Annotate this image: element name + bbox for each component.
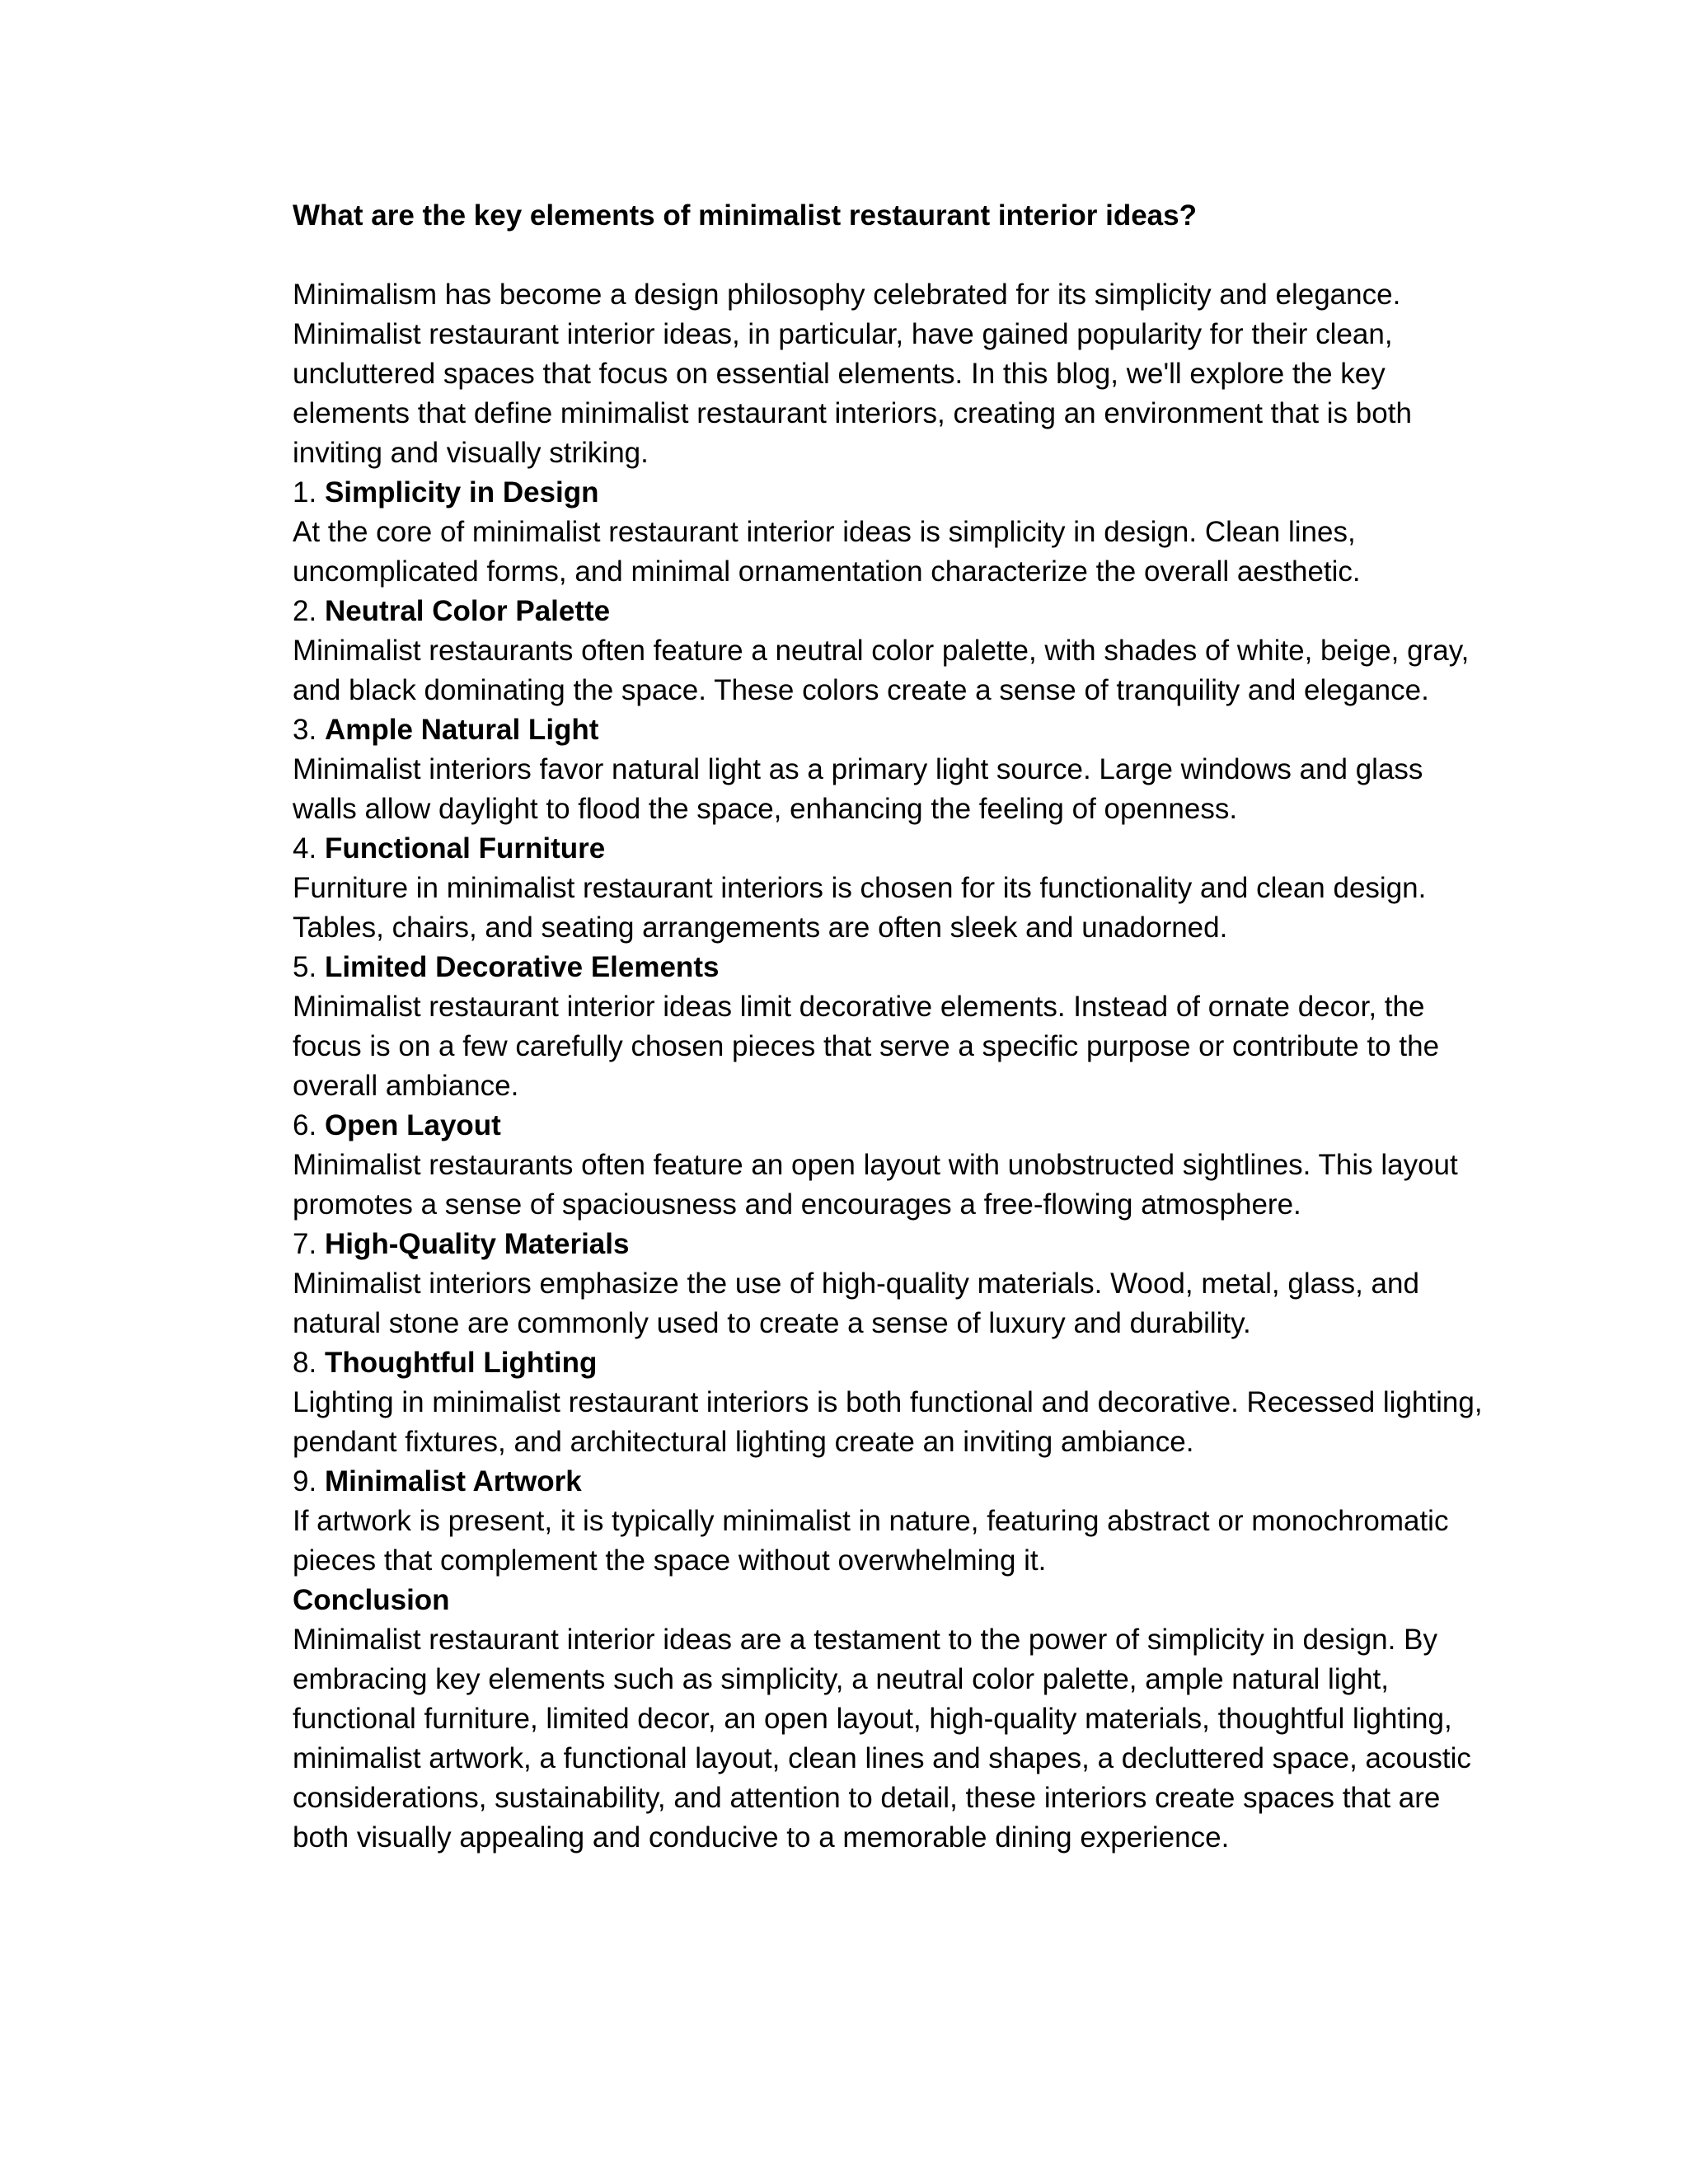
list-item (293, 829, 1488, 948)
list-item (293, 1343, 1488, 1462)
item-title: Functional Furniture (324, 832, 606, 865)
item-title: Limited Decorative Elements (324, 951, 720, 983)
document-page (293, 196, 1488, 1858)
conclusion-paragraph: Minimalist restaurant interior ideas are a testament to the power of simplicity in design. By embracing key elements such as simplicity, a neutral color palette, ample natural light, functional furniture, limited decor, an open layout, high-quality materials, thoughtful lighting, minimalist artwork, a functional layout, clean lines and shapes, a decluttered space, acoustic considerations, sustainability, and attention to detail, these interiors create spaces that are both visually appealing and conducive to a memorable dining experience. (293, 1624, 1471, 1854)
item-heading (293, 1106, 1488, 1146)
item-number: 9. (293, 1465, 317, 1497)
item-title: Open Layout (324, 1109, 501, 1141)
item-number: 2. (293, 595, 317, 627)
item-body: Furniture in minimalist restaurant interiors is chosen for its functionality and clean design. Tables, chairs, and seating arrangements are often sleek and unadorned. (293, 872, 1427, 944)
item-heading (293, 473, 1488, 513)
item-number: 5. (293, 951, 317, 983)
item-title: Simplicity in Design (324, 476, 599, 509)
item-title: High-Quality Materials (324, 1228, 630, 1260)
item-heading (293, 1462, 1488, 1502)
item-title: Thoughtful Lighting (324, 1347, 598, 1379)
item-body: If artwork is present, it is typically minimalist in nature, featuring abstract or monochromatic pieces that complement the space without overwhelming it. (293, 1505, 1449, 1577)
item-title: Ample Natural Light (324, 714, 599, 746)
list-item (293, 710, 1488, 829)
item-number: 6. (293, 1109, 317, 1141)
item-title: Neutral Color Palette (324, 595, 611, 627)
item-heading (293, 592, 1488, 631)
item-title: Minimalist Artwork (324, 1465, 582, 1497)
item-body: Minimalist restaurants often feature a neutral color palette, with shades of white, beige, gray, and black dominating the space. These colors create a sense of tranquility and elegance. (293, 635, 1470, 706)
item-body: At the core of minimalist restaurant interior ideas is simplicity in design. Clean lines, uncomplicated forms, and minimal ornamentation characterize the overall aesthetic. (293, 516, 1361, 588)
item-body: Minimalist restaurants often feature an open layout with unobstructed sightlines. This layout promotes a sense of spaciousness and encourages a free-flowing atmosphere. (293, 1149, 1458, 1221)
item-body: Lighting in minimalist restaurant interiors is both functional and decorative. Recessed lighting, pendant fixtures, and architectural lighting create an inviting ambiance. (293, 1386, 1483, 1458)
item-heading (293, 948, 1488, 987)
item-number: 4. (293, 832, 317, 865)
item-heading (293, 829, 1488, 869)
item-number: 1. (293, 476, 317, 509)
item-number: 7. (293, 1228, 317, 1260)
item-body: Minimalist interiors favor natural light as a primary light source. Large windows and glass walls allow daylight to flood the space, enhancing the feeling of openness. (293, 753, 1423, 825)
conclusion-heading: Conclusion (293, 1584, 450, 1616)
item-heading (293, 1343, 1488, 1383)
item-body: Minimalist restaurant interior ideas limit decorative elements. Instead of ornate decor, the focus is on a few carefully chosen pieces that serve a specific purpose or contribute to the overall ambiance. (293, 991, 1440, 1102)
list-item (293, 948, 1488, 1106)
list-item (293, 1106, 1488, 1225)
item-heading (293, 1225, 1488, 1264)
document-title: What are the key elements of minimalist restaurant interior ideas? (293, 199, 1197, 232)
list-item (293, 1462, 1488, 1581)
list-item (293, 592, 1488, 710)
list-item (293, 473, 1488, 592)
list-item (293, 1225, 1488, 1343)
intro-paragraph: Minimalism has become a design philosophy celebrated for its simplicity and elegance. Minimalist restaurant interior ideas, in particular, have gained popularity for their clean, uncluttered spaces that focus on essential elements. In this blog, we'll explore the key elements that define minimalist restaurant interiors, creating an environment that is both inviting and visually striking. (293, 279, 1412, 469)
item-body: Minimalist interiors emphasize the use of high-quality materials. Wood, metal, glass, and natural stone are commonly used to create a sense of luxury and durability. (293, 1268, 1419, 1339)
item-heading (293, 710, 1488, 750)
item-number: 3. (293, 714, 317, 746)
item-number: 8. (293, 1347, 317, 1379)
